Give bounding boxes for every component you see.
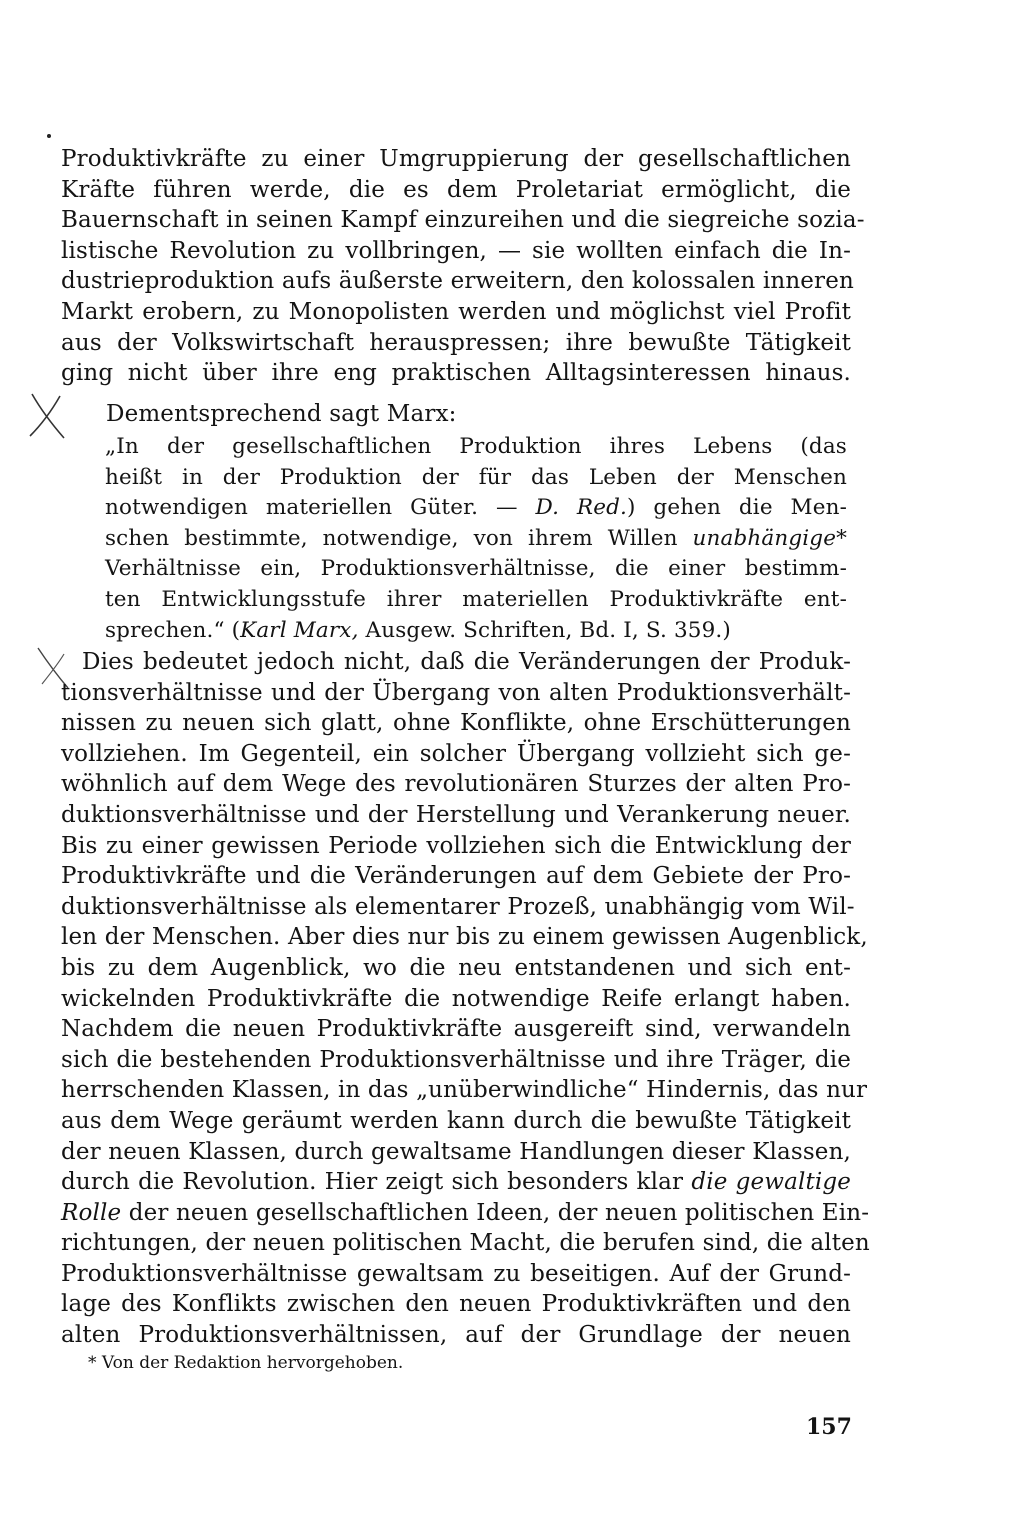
text-line: duktionsverhältnisse als elementarer Prozeß, unabhängig vom Wil- — [61, 893, 855, 920]
text-line: listische Revolution zu vollbringen, — sie wollten einfach die In- — [61, 237, 851, 264]
quote-line: „In der gesellschaftlichen Produktion ihres Lebens (das — [105, 434, 847, 459]
footnote: * Von der Redaktion hervorgehoben. — [88, 1353, 404, 1373]
text-line: alten Produktionsverhältnissen, auf der Grundlage der neuen — [61, 1322, 851, 1349]
quote-intro — [106, 399, 506, 430]
text-line: der neuen Klassen, durch gewaltsame Handlungen dieser Klassen, — [61, 1138, 851, 1165]
quote-line: Verhältnisse ein, Produktionsverhältnisse, die einer bestimm- — [105, 556, 847, 582]
text-line: nissen zu neuen sich glatt, ohne Konflikte, ohne Erschütterungen — [61, 710, 851, 737]
quote-text: schen bestimmte, notwendige, von ihrem Willen — [105, 525, 693, 551]
quote-line — [105, 616, 847, 647]
text-line: duktionsverhältnisse und der Herstellung und Verankerung neuer. — [61, 801, 851, 828]
quote-text: sprechen.“ ( — [105, 617, 241, 643]
text-line: vollziehen. Im Gegenteil, ein solcher Übergang vollzieht sich ge- — [61, 740, 851, 767]
citation-author: Karl Marx, — [240, 617, 359, 643]
text-line: aus dem Wege geräumt werden kann durch die bewußte Tätigkeit — [61, 1107, 851, 1134]
quote-line — [105, 524, 847, 555]
body-text: der neuen gesellschaftlichen Ideen, der neuen politischen Ein- — [121, 1199, 870, 1226]
emphasized-word: unabhängige* — [692, 525, 847, 551]
page-number: 157 — [806, 1414, 852, 1440]
text-line: len der Menschen. Aber dies nur bis zu einem gewissen Augenblick, — [61, 924, 868, 951]
text-line: Dies bedeutet jedoch nicht, daß die Veränderungen der Produk- — [82, 649, 851, 675]
paragraph-1 — [61, 144, 865, 389]
text-line: aus der Volkswirtschaft herauspressen; ihre bewußte Tätigkeit — [61, 329, 851, 356]
quote-line — [105, 493, 847, 524]
margin-cross-mark — [26, 392, 68, 442]
text-line: Bauernschaft in seinen Kampf einzureihen und die siegreiche sozia- — [61, 207, 865, 234]
text-line: Produktivkräfte zu einer Umgruppierung der gesellschaftlichen — [61, 146, 851, 172]
text-line: wöhnlich auf dem Wege des revolutionären Sturzes der alten Pro- — [61, 771, 851, 798]
text-line — [61, 1167, 851, 1198]
body-text: durch die Revolution. Hier zeigt sich besonders klar — [61, 1169, 692, 1196]
text-line: tionsverhältnisse und der Übergang von alten Produktionsverhält- — [61, 679, 851, 706]
ink-dot — [47, 134, 51, 138]
emphasized-phrase: die gewaltige — [691, 1169, 852, 1196]
text-line: Produktionsverhältnisse gewaltsam zu beseitigen. Auf der Grund- — [61, 1260, 851, 1287]
text-line: Markt erobern, zu Monopolisten werden und möglichst viel Profit — [61, 298, 851, 325]
text-line: wickelnden Produktivkräfte die notwendige Reife erlangt haben. — [61, 985, 851, 1012]
text-line: Kräfte führen werde, die es dem Proletariat ermöglicht, die — [61, 176, 851, 203]
emphasized-phrase: Rolle — [61, 1199, 122, 1226]
paragraph-2 — [61, 647, 870, 1351]
quote-line: heißt in der Produktion der für das Leben der Menschen — [105, 464, 847, 490]
quote-text: notwendigen materiellen Güter. — — [105, 495, 536, 521]
text-line: Dementsprechend sagt Marx: — [106, 401, 457, 427]
text-line: lage des Konflikts zwischen den neuen Produktivkräften und den — [61, 1291, 851, 1318]
text-line: sich die bestehenden Produktionsverhältnisse und ihre Träger, die — [61, 1046, 851, 1073]
text-line: Nachdem die neuen Produktivkräfte ausgereift sind, verwandeln — [61, 1016, 851, 1043]
text-line: richtungen, der neuen politischen Macht, die berufen sind, die alten — [61, 1230, 870, 1257]
text-line — [61, 1198, 870, 1229]
citation-source: Ausgew. Schriften, Bd. I, S. 359.) — [358, 617, 731, 643]
text-line: Bis zu einer gewissen Periode vollziehen sich die Entwicklung der — [61, 832, 851, 859]
text-line: herrschenden Klassen, in das „unüberwindliche“ Hindernis, das nur — [61, 1077, 868, 1104]
text-line: dustrieproduktion aufs äußerste erweitern, den kolossalen inneren — [61, 268, 854, 295]
marx-quote — [105, 432, 847, 646]
text-line: Produktivkräfte und die Veränderungen auf dem Gebiete der Pro- — [61, 863, 851, 890]
quote-text: ) gehen die Men- — [627, 495, 847, 521]
text-line: bis zu dem Augenblick, wo die neu entstandenen und sich ent- — [61, 954, 851, 981]
quote-line: ten Entwicklungsstufe ihrer materiellen Produktivkräfte ent- — [105, 586, 847, 612]
text-line: ging nicht über ihre eng praktischen Alltagsinteressen hinaus. — [61, 360, 851, 387]
editor-abbreviation: D. Red. — [535, 495, 628, 521]
